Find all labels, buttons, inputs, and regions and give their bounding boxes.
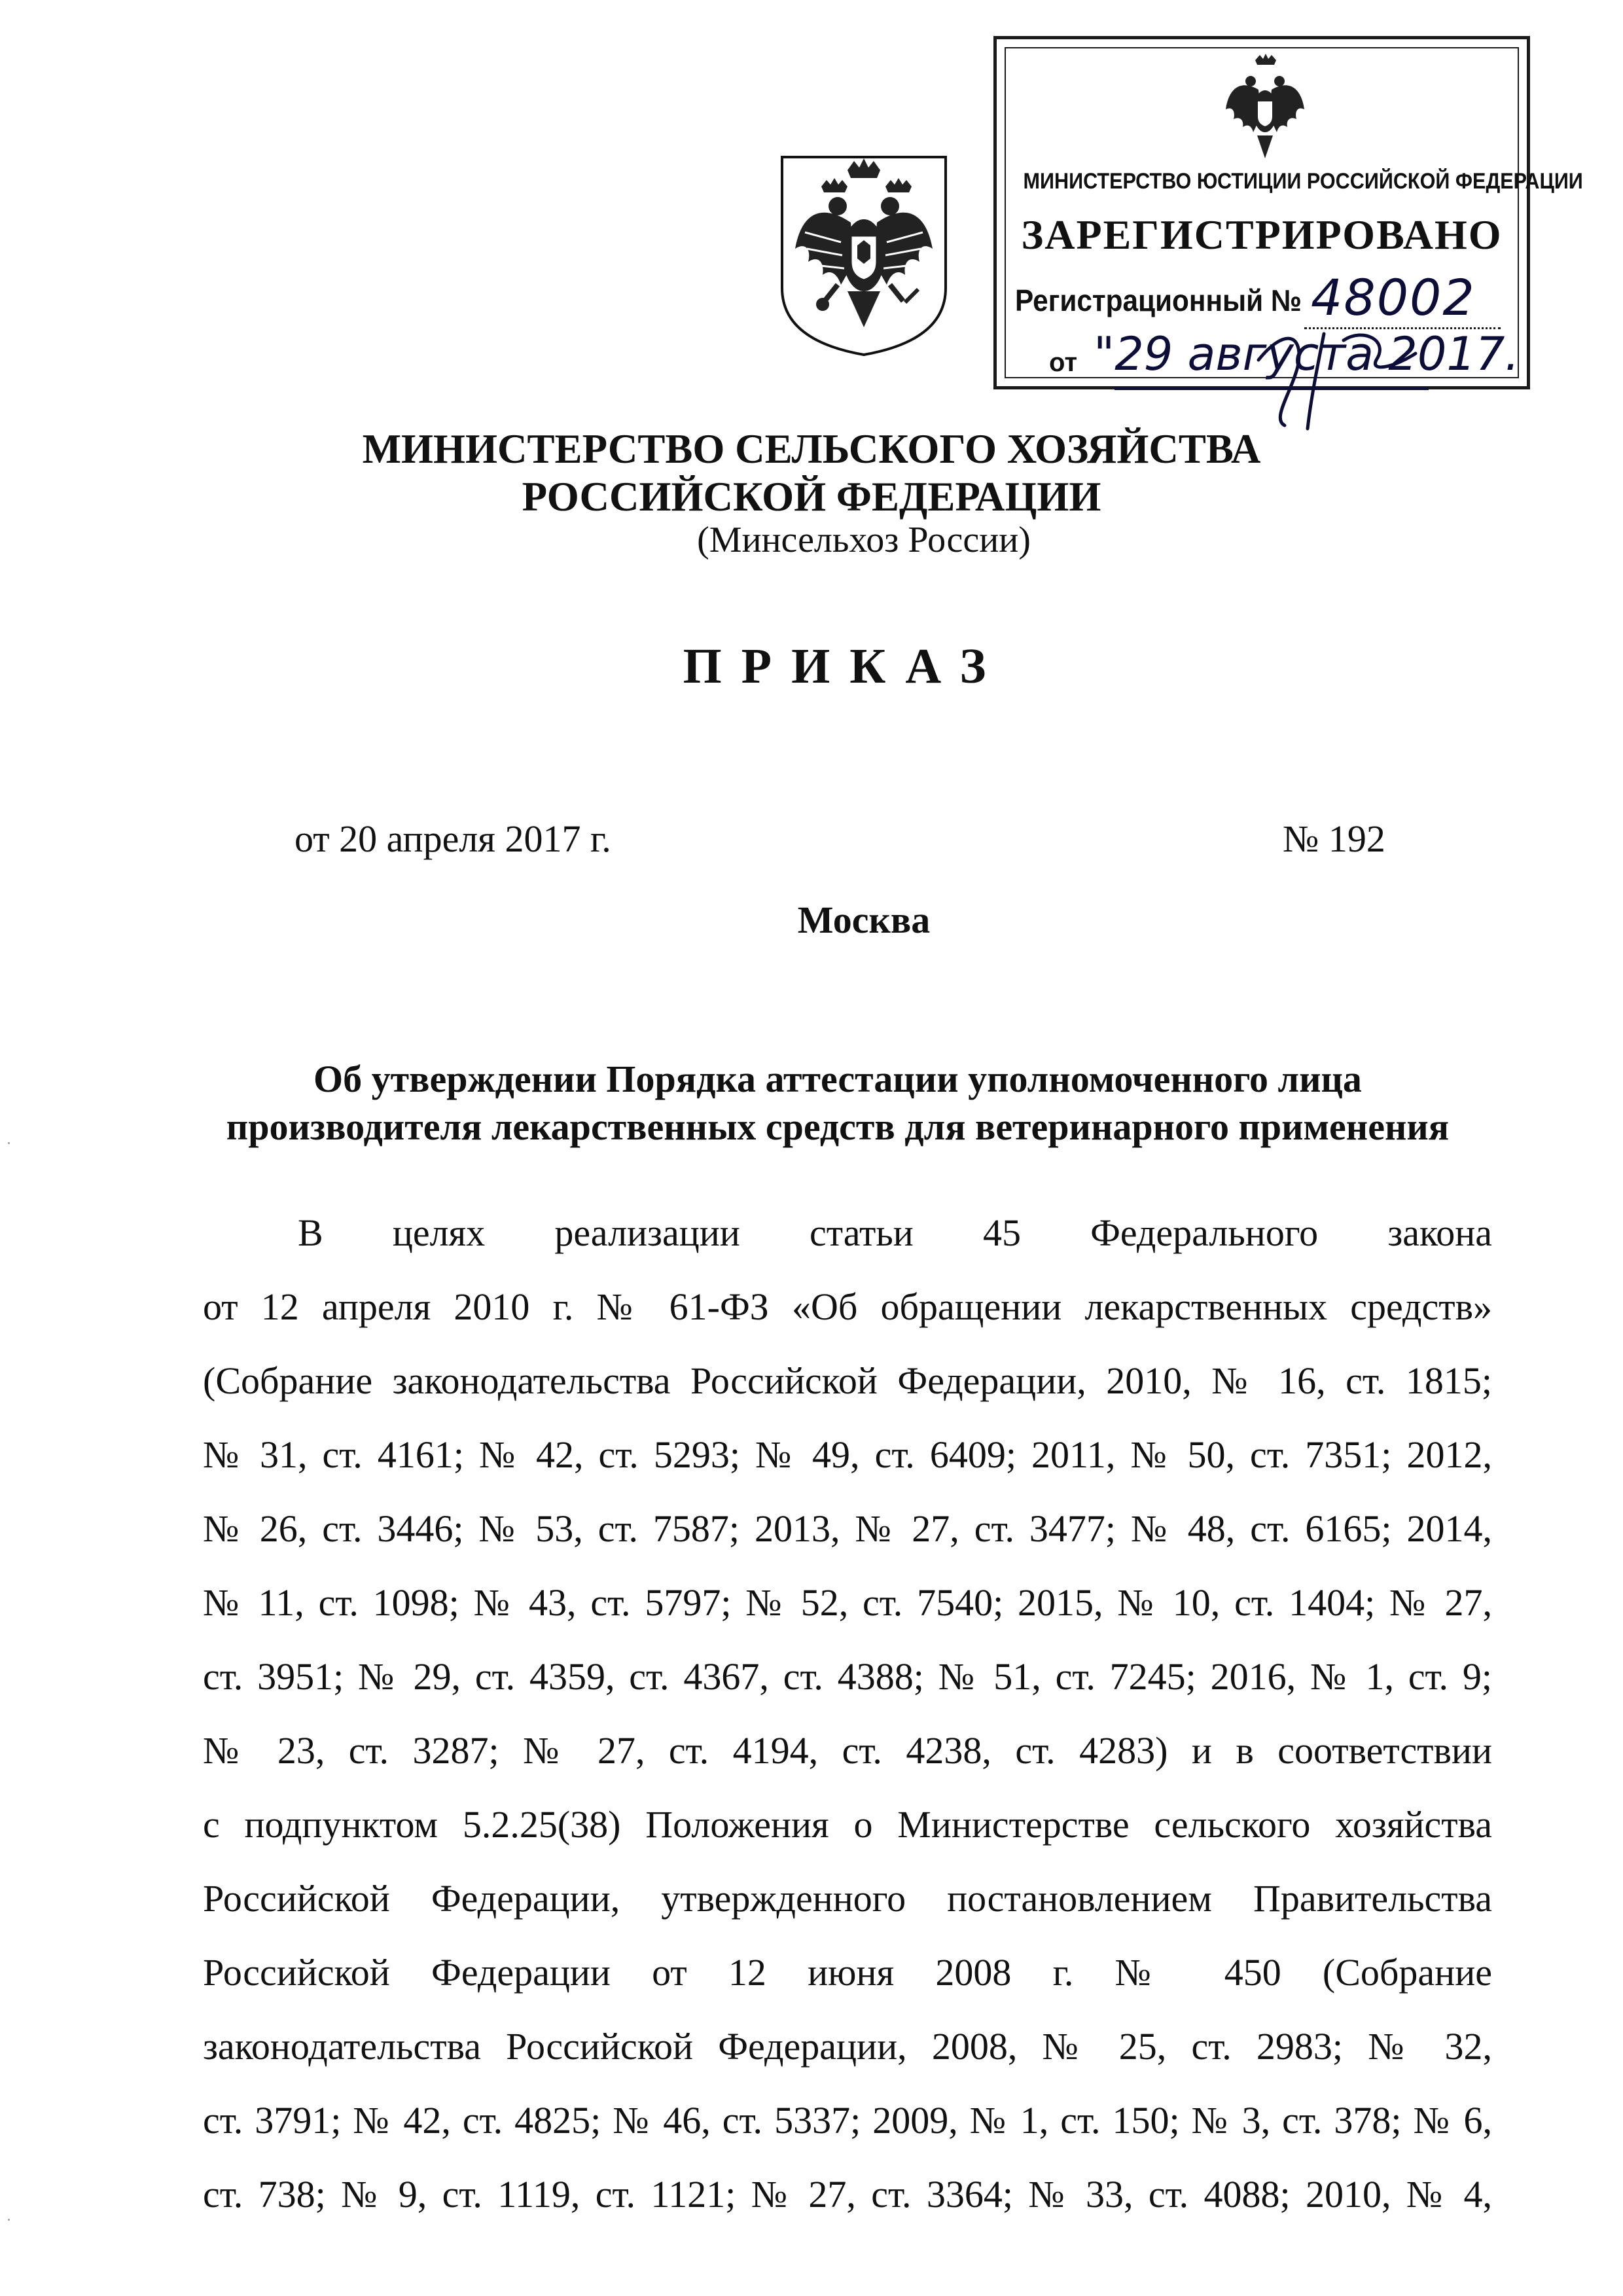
stamp-ministry-name: МИНИСТЕРСТВО ЮСТИЦИИ РОССИЙСКОЙ ФЕДЕРАЦИИ <box>1023 169 1583 194</box>
document-type-title: ПРИКАЗ <box>683 639 1006 694</box>
order-subject-line-1: Об утверждении Порядка аттестации уполномоченного лица <box>313 1058 1362 1100</box>
body-line: ст. 3791; № 42, ст. 4825; № 46, ст. 5337; 2009, № 1, ст. 150; № 3, ст. 378; № 6, <box>203 2099 1492 2142</box>
coat-of-arms-emblem <box>776 151 952 360</box>
scan-speck <box>8 2219 10 2221</box>
body-line: ст. 3951; № 29, ст. 4359, ст. 4367, ст. 4388; № 51, ст. 7245; 2016, № 1, ст. 9; <box>203 1655 1492 1698</box>
stamp-registration-number: 48002 <box>1311 268 1476 327</box>
stamp-coat-of-arms-icon <box>1219 54 1311 165</box>
ministry-short-name: (Минсельхоз России) <box>697 520 1031 560</box>
order-date: от 20 апреля 2017 г. <box>294 817 611 860</box>
stamp-date-prefix: от <box>1049 348 1078 377</box>
body-line: № 26, ст. 3446; № 53, ст. 7587; 2013, № 27, ст. 3477; № 48, ст. 6165; 2014, <box>203 1507 1492 1550</box>
body-line: № 31, ст. 4161; № 42, ст. 5293; № 49, ст. 6409; 2011, № 50, ст. 7351; 2012, <box>203 1433 1492 1476</box>
body-line: законодательства Российской Федерации, 2008, № 25, ст. 2983; № 32, <box>203 2025 1492 2068</box>
handwritten-signature <box>1245 314 1429 432</box>
body-line: ст. 738; № 9, ст. 1119, ст. 1121; № 27, ст. 3364; № 33, ст. 4088; 2010, № 4, <box>203 2173 1492 2215</box>
body-line: № 11, ст. 1098; № 43, ст. 5797; № 52, ст. 7540; 2015, № 10, ст. 1404; № 27, <box>203 1581 1492 1624</box>
body-line: с подпунктом 5.2.25(38) Положения о Министерстве сельского хозяйства <box>203 1803 1492 1846</box>
order-subject-line-2: производителя лекарственных средств для ветеринарного применения <box>226 1105 1450 1148</box>
body-line: Российской Федерации от 12 июня 2008 г. № 450 (Собрание <box>203 1951 1492 1994</box>
registration-stamp <box>993 36 1583 389</box>
stamp-registration-number-label: Регистрационный № <box>1015 283 1302 317</box>
stamp-registered-label: ЗАРЕГИСТРИРОВАНО <box>1021 211 1503 258</box>
body-line: № 23, ст. 3287; № 27, ст. 4194, ст. 4238, ст. 4283) и в соответствии <box>203 1729 1492 1772</box>
order-number: № 192 <box>1283 817 1385 860</box>
ministry-name-line-2: РОССИЙСКОЙ ФЕДЕРАЦИИ <box>522 474 1101 520</box>
stamp-registration-date: "29 августа 2017. <box>1094 327 1520 381</box>
ministry-name-line-1: МИНИСТЕРСТВО СЕЛЬСКОГО ХОЗЯЙСТВА <box>362 426 1261 472</box>
scan-speck <box>8 1142 10 1144</box>
order-city: Москва <box>797 899 931 941</box>
body-line: (Собрание законодательства Российской Федерации, 2010, № 16, ст. 1815; <box>203 1359 1492 1402</box>
body-line: Российской Федерации, утвержденного постановлением Правительства <box>203 1877 1492 1920</box>
body-line: от 12 апреля 2010 г. № 61-ФЗ «Об обращении лекарственных средств» <box>203 1285 1492 1328</box>
body-line: В целях реализации статьи 45 Федерального закона <box>298 1211 1492 1254</box>
